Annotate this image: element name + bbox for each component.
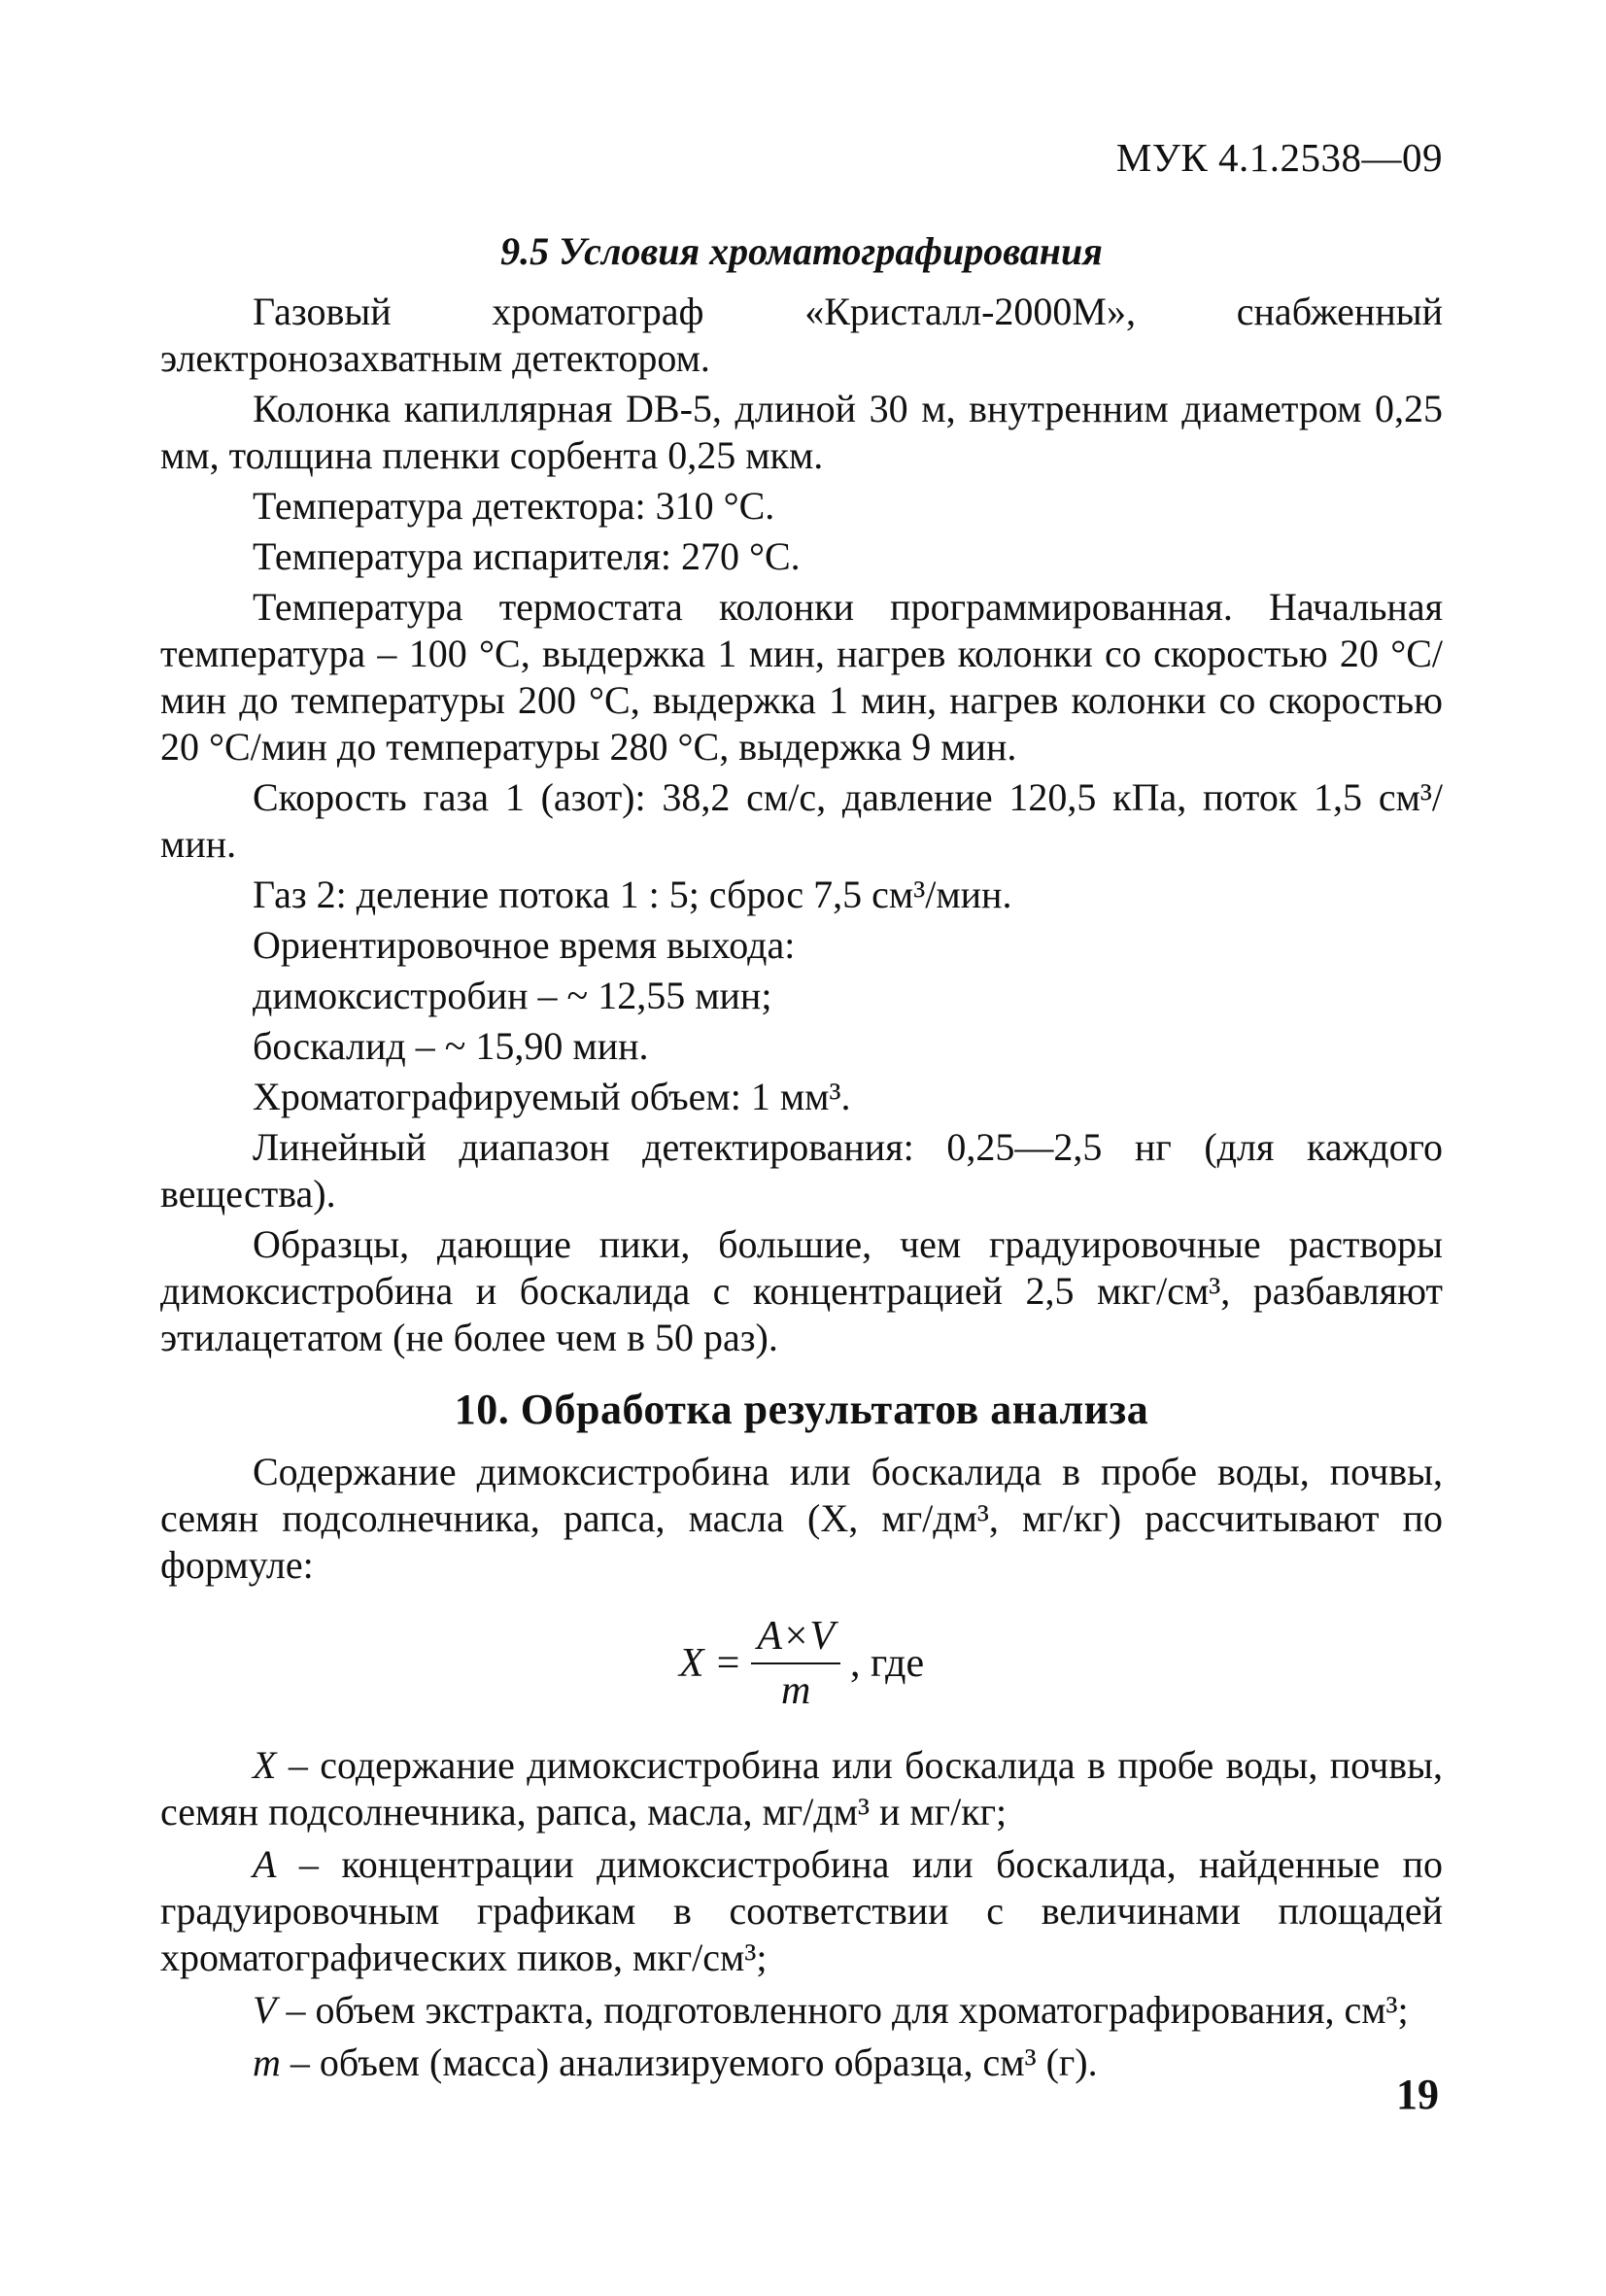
formula [160, 1614, 1443, 1713]
formula-fraction [751, 1614, 840, 1713]
formula-lhs: X = [678, 1641, 742, 1686]
page-content [160, 219, 1443, 2092]
definition-symbol: m [253, 2040, 281, 2084]
definition-text: – объем экстракта, подготовленного для хроматографирования, см³; [276, 1988, 1409, 2032]
paragraph-chromatograph: Газовый хроматограф «Кристалл-2000М», снабженный электронозахватным детектором. [160, 290, 1443, 380]
paragraph-detector-temp: Температура детектора: 310 °С. [253, 484, 775, 528]
paragraph-retention-boscalid: боскалид – ~ 15,90 мин. [253, 1024, 649, 1068]
paragraph-linear-range: Линейный диапазон детектирования: 0,25—2,5 нг (для каждого вещества). [160, 1125, 1443, 1216]
definition-text: – содержание димоксистробина или боскалида в пробе воды, почвы, семян подсолнечника, рапса, масла, мг/дм³ и мг/кг; [160, 1743, 1443, 1833]
paragraph-calculation-intro: Содержание димоксистробина или боскалида в пробе воды, почвы, семян подсолнечника, рапса, масла (X, мг/дм³, мг/кг) рассчитывают по формуле: [160, 1450, 1443, 1587]
paragraph-retention-dimoxystrobin: димоксистробин – ~ 12,55 мин; [253, 974, 772, 1017]
paragraph-column: Колонка капиллярная DB-5, длиной 30 м, внутренним диаметром 0,25 мм, толщина пленки сорбента 0,25 мкм. [160, 387, 1443, 477]
definition-text: – объем (масса) анализируемого образца, см³ (г). [280, 2040, 1098, 2084]
paragraph-injection-volume: Хроматографируемый объем: 1 мм³. [253, 1075, 851, 1118]
page-number: 19 [1396, 2071, 1439, 2118]
definition-m [160, 2039, 1443, 2086]
definition-v [160, 1987, 1443, 2034]
definition-symbol: X [253, 1743, 277, 1787]
formula-suffix: , где [850, 1641, 925, 1686]
document-code: МУК 4.1.2538—09 [1115, 135, 1443, 180]
definition-symbol: A [253, 1842, 277, 1886]
paragraph-evaporator-temp: Температура испарителя: 270 °С. [253, 534, 801, 578]
paragraph-thermostat-program: Температура термостата колонки программированная. Начальная температура – 100 °С, выдержка 1 мин, нагрев колонки со скоростью 20 °С/мин до температуры 200 °С, выдержка 1 мин, нагрев колонки со скоростью 20 °С/мин до температуры 280 °С, выдержка 9 мин. [160, 585, 1443, 769]
paragraph-gas-2: Газ 2: деление потока 1 : 5; сброс 7,5 см³/мин. [253, 873, 1012, 916]
chapter-title: 10. Обработка результатов анализа [454, 1386, 1149, 1433]
formula-denominator: m [781, 1668, 811, 1713]
section-title: 9.5 Условия хроматографирования [500, 229, 1103, 273]
paragraph-retention-heading: Ориентировочное время выхода: [253, 923, 796, 967]
paragraph-dilution: Образцы, дающие пики, большие, чем градуировочные растворы димоксистробина и боскалида с концентрацией 2,5 мкг/см³, разбавляют этилацетатом (не более чем в 50 раз). [160, 1222, 1443, 1359]
definition-x [160, 1742, 1443, 1835]
definition-text: – концентрации димоксистробина или боскалида, найденные по градуировочным графикам в соответствии с величинами площадей хроматографических пиков, мкг/см³; [160, 1842, 1443, 1979]
definition-symbol: V [253, 1988, 277, 2032]
formula-numerator: A×V [751, 1614, 840, 1664]
definition-a [160, 1841, 1443, 1981]
paragraph-gas-1: Скорость газа 1 (азот): 38,2 см/с, давление 120,5 кПа, поток 1,5 см³/мин. [160, 775, 1443, 866]
